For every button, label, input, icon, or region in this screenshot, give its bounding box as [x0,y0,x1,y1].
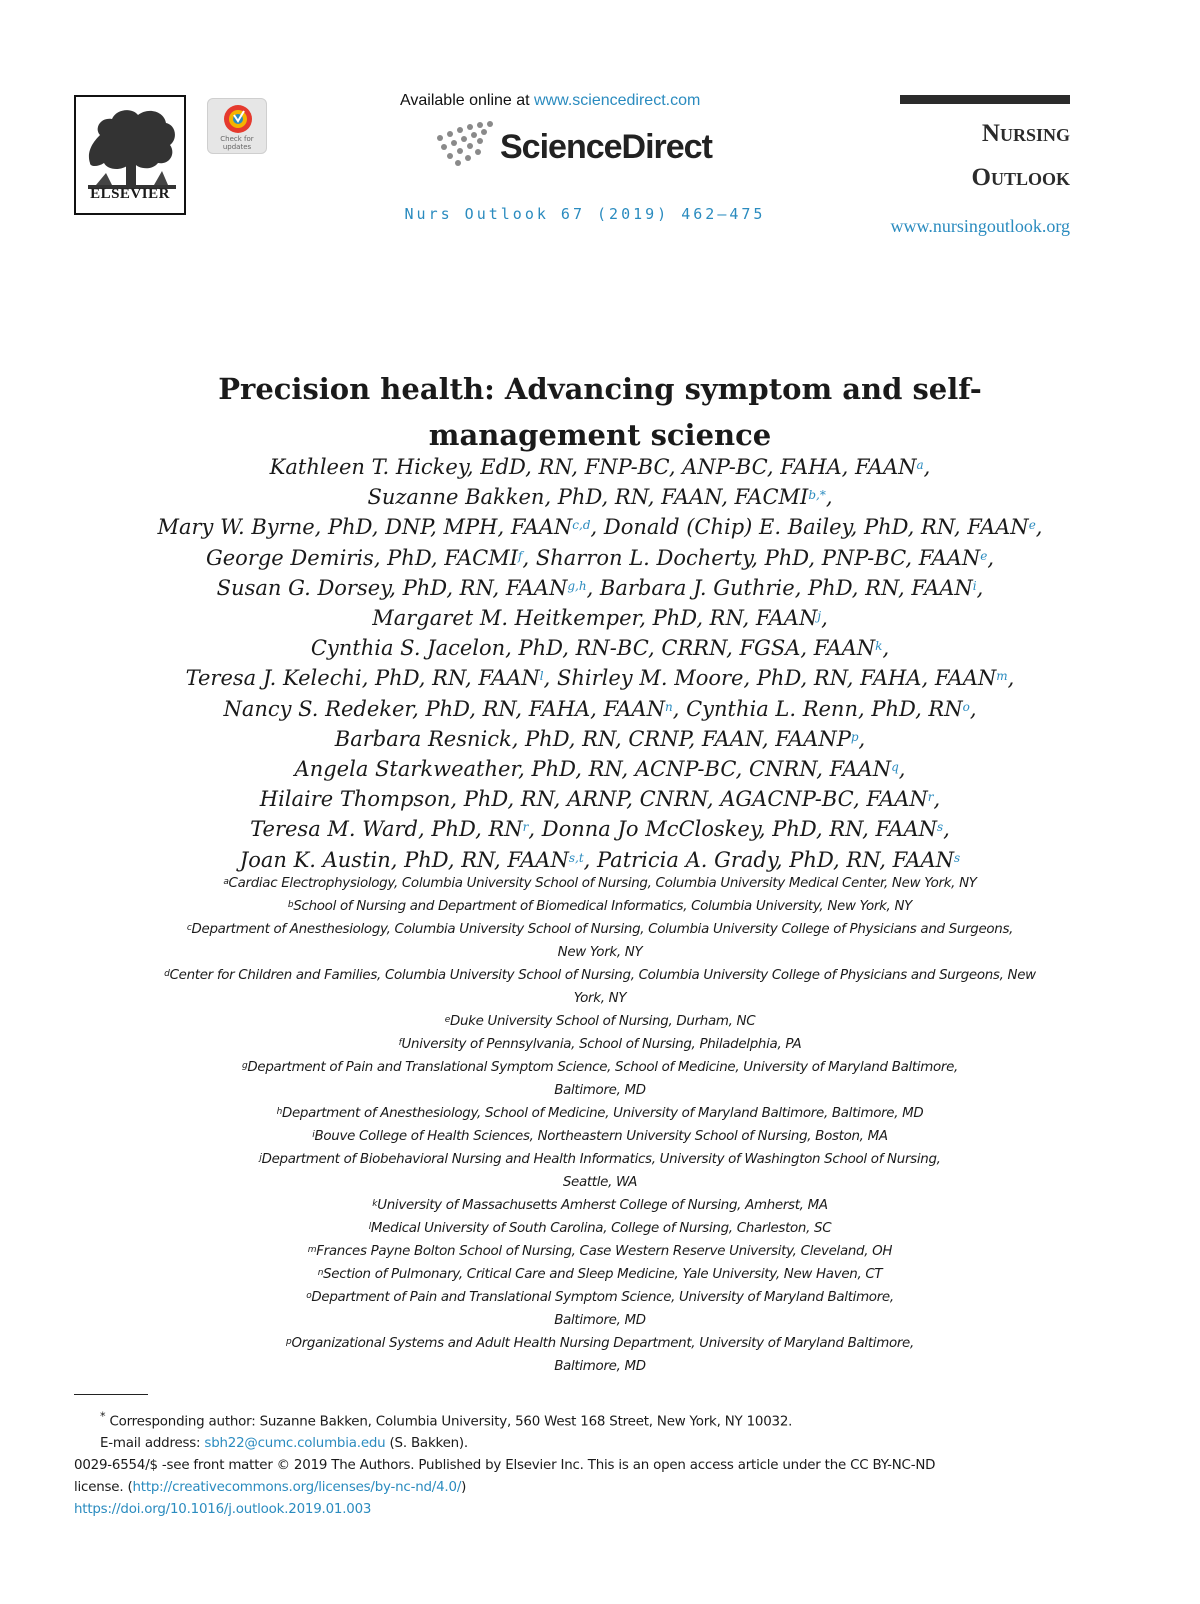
affiliation-line [90,1217,1110,1240]
affiliation-text: Organizational Systems and Adult Health Nursing Department, University of Maryland Baltimore, [291,1336,914,1351]
affiliation-text: Department of Biobehavioral Nursing and Health Informatics, University of Washington School of Nursing, [261,1152,941,1167]
author-text: Teresa J. Kelechi, PhD, RN, FAAN [185,666,540,691]
affiliation-line [90,1355,1110,1378]
sciencedirect-link[interactable]: www.sciencedirect.com [534,92,701,109]
affiliation-marker[interactable]: c,d [572,518,591,533]
affiliation-text: Bouve College of Health Sciences, Northeastern University School of Nursing, Boston, MA [314,1129,888,1144]
author-text: , [821,606,828,631]
author-text: Joan K. Austin, PhD, RN, FAAN [239,847,569,872]
affiliation-line [90,1171,1110,1194]
journal-name [900,112,1070,200]
author-text: , [858,726,866,751]
affiliation-text: Department of Anesthesiology, School of Medicine, University of Maryland Baltimore, Baltimore, MD [281,1106,924,1121]
author-text: Suzanne Bakken, PhD, RN, FAAN, FACMI [367,485,809,510]
availability-line [400,92,800,110]
author-text: , Sharron L. Docherty, PhD, PNP-BC, FAAN [522,545,981,570]
journal-name-line1: Nursing [981,120,1070,147]
email-link[interactable]: sbh22@cumc.columbia.edu [204,1436,386,1452]
author-text: Nancy S. Redeker, PhD, RN, FAHA, FAAN [223,696,665,721]
author-line [60,543,1140,573]
update-icon [208,101,267,137]
affiliation-letter: p [286,1337,292,1347]
tree-icon [76,101,186,193]
affiliation-text: Baltimore, MD [554,1359,646,1374]
affiliation-text: Medical University of South Carolina, College of Nursing, Charleston, SC [370,1221,832,1236]
affiliation-line [90,1309,1110,1332]
author-text: Mary W. Byrne, PhD, DNP, MPH, FAAN [157,515,573,540]
publisher-logo-text: ELSEVIER [90,186,170,202]
affiliation-marker[interactable]: s [937,820,944,835]
platform-name: ScienceDirect [500,128,712,166]
author-text: , [943,817,950,842]
affiliation-marker[interactable]: e [1028,518,1036,533]
affiliation-line [90,918,1110,941]
author-line [60,845,1140,875]
title-line-1: Precision health: Advancing symptom and self- [218,372,982,406]
author-text: Susan G. Dorsey, PhD, RN, FAAN [216,575,568,600]
author-line [60,603,1140,633]
affiliation-letter: d [164,969,170,979]
affiliation-text: Center for Children and Families, Columbia University School of Nursing, Columbia University College of Physicians and Surgeons, New [169,968,1036,983]
affiliation-line [90,1033,1110,1056]
affiliation-letter: h [276,1107,282,1117]
author-line [60,633,1140,663]
check-for-updates-badge[interactable] [207,98,267,154]
update-badge-text: Check for updates [220,135,254,151]
affiliation-marker[interactable]: a [916,458,924,472]
email-note: E-mail address: sbh22@cumc.columbia.edu (S. Bakken). [100,1436,468,1452]
author-text: Teresa M. Ward, PhD, RN [250,817,523,842]
author-text: , [923,455,931,479]
affiliation-line [90,1240,1110,1263]
author-line [60,663,1140,693]
affiliation-line [90,1194,1110,1217]
journal-website-link[interactable]: www.nursingoutlook.org [890,216,1070,236]
author-line [60,694,1140,724]
author-line [60,512,1140,542]
affiliation-marker[interactable]: e [980,548,988,563]
author-text: , [976,575,984,600]
affiliation-letter: k [372,1199,378,1209]
affiliation-marker[interactable]: p [850,729,859,744]
doi-link[interactable]: https://doi.org/10.1016/j.outlook.2019.01.003 [74,1502,372,1518]
author-text: , Shirley M. Moore, PhD, RN, FAHA, FAAN [543,666,997,691]
affiliation-line [90,1079,1110,1102]
affiliation-letter: m [307,1245,317,1255]
available-prefix: Available online at [400,92,535,109]
affiliation-line [90,1102,1110,1125]
affiliation-text: University of Pennsylvania, School of Nursing, Philadelphia, PA [401,1037,802,1052]
affiliation-text: Baltimore, MD [554,1083,646,1098]
affiliation-letter: o [306,1291,312,1301]
affiliation-marker[interactable]: s,t [568,850,584,865]
affiliation-letter: l [368,1222,371,1232]
affiliation-text: Department of Pain and Translational Symptom Science, School of Medicine, University of Maryland Baltimore, [247,1060,959,1075]
author-text: Cynthia S. Jacelon, PhD, RN-BC, CRRN, FGSA, FAAN [310,636,876,661]
affiliation-line [90,1056,1110,1079]
author-text: , [933,787,941,812]
corresponding-mark: * [100,1410,106,1423]
author-text: , [882,636,890,661]
affiliation-line [90,1148,1110,1171]
author-line [60,573,1140,603]
author-line [60,452,1140,482]
author-text: , Donald (Chip) E. Bailey, PhD, RN, FAAN [590,515,1029,540]
footnote-rule [74,1394,148,1395]
affiliation-line [90,964,1110,987]
affiliation-line [90,941,1110,964]
affiliation-list [90,872,1110,1378]
affiliation-marker[interactable]: o [962,699,970,714]
affiliation-line [90,872,1110,895]
affiliation-letter: a [223,877,229,887]
elsevier-logo [74,95,186,215]
title-line-2: management science [428,418,772,452]
author-text: , [987,545,995,570]
journal-name-line2: Outlook [971,164,1070,191]
affiliation-marker[interactable]: s [954,850,961,865]
author-text: , Patricia A. Grady, PhD, RN, FAAN [583,847,955,872]
affiliation-text: Department of Anesthesiology, Columbia University School of Nursing, Columbia University College of Physicians and Surgeons, [191,922,1014,937]
affiliation-letter: f [398,1038,402,1048]
license-line: license. (http://creativecommons.org/licenses/by-nc-nd/4.0/) [74,1480,467,1496]
affiliation-text: Cardiac Electrophysiology, Columbia University School of Nursing, Columbia University Medical Center, New York, NY [228,876,977,891]
affiliation-letter: j [259,1153,262,1163]
affiliation-marker[interactable]: f [518,548,523,563]
copyright-line: 0029-6554/$ -see front matter © 2019 The Authors. Published by Elsevier Inc. This is an open access article under the CC BY-NC-ND [74,1458,936,1474]
affiliation-letter: e [444,1015,450,1025]
affiliation-letter: b [287,900,294,910]
affiliation-text: New York, NY [557,945,643,960]
affiliation-text: Department of Pain and Translational Symptom Science, University of Maryland Baltimore, [311,1290,894,1305]
affiliation-letter: i [312,1130,315,1140]
affiliation-marker[interactable]: k [875,639,883,654]
affiliation-letter: g [241,1061,248,1071]
journal-citation: Nurs Outlook 67 (2019) 462–475 [404,205,766,223]
affiliation-marker[interactable]: m [996,669,1008,684]
author-text: , Barbara J. Guthrie, PhD, RN, FAAN [586,575,973,600]
author-text: Hilaire Thompson, PhD, RN, ARNP, CNRN, AGACNP-BC, FAAN [259,787,928,812]
author-text: , [1035,515,1043,540]
affiliation-marker[interactable]: i [972,578,977,593]
affiliation-line [90,1286,1110,1309]
affiliation-text: Duke University School of Nursing, Durham, NC [449,1014,756,1029]
affiliation-letter: n [317,1268,324,1278]
affiliation-text: University of Massachusetts Amherst College of Nursing, Amherst, MA [377,1198,828,1213]
author-line [60,482,1140,512]
affiliation-marker[interactable]: n [664,699,673,714]
author-text: , [825,485,833,510]
author-text: , [1007,666,1015,691]
author-text: Angela Starkweather, PhD, RN, ACNP-BC, CNRN, FAAN [294,757,892,782]
affiliation-line [90,1263,1110,1286]
article-title [120,366,1080,458]
affiliation-line [90,1125,1110,1148]
author-line [60,784,1140,814]
author-text: , [898,757,906,782]
author-line [60,814,1140,844]
author-text: , Cynthia L. Renn, PhD, RN [672,696,963,721]
author-list [60,452,1140,875]
author-text: Margaret M. Heitkemper, PhD, RN, FAAN [372,606,818,631]
affiliation-marker[interactable]: r [522,820,529,835]
affiliation-text: Baltimore, MD [554,1313,646,1328]
author-line [60,754,1140,784]
corresponding-author-note: * Corresponding author: Suzanne Bakken, Columbia University, 560 West 168 Street, New York, NY 10032. [100,1410,793,1430]
affiliation-text: Section of Pulmonary, Critical Care and Sleep Medicine, Yale University, New Haven, CT [323,1267,883,1282]
journal-header-rule [900,95,1070,104]
affiliation-marker[interactable]: b,* [808,488,826,503]
affiliation-line [90,1010,1110,1033]
footnotes [74,1406,1074,1521]
license-link[interactable]: http://creativecommons.org/licenses/by-nc-nd/4.0/ [132,1480,462,1496]
affiliation-text: Frances Payne Bolton School of Nursing, Case Western Reserve University, Cleveland, OH [316,1244,893,1259]
affiliation-text: York, NY [573,991,627,1006]
affiliation-line [90,987,1110,1010]
author-line [60,724,1140,754]
author-text: , [969,696,977,721]
affiliation-letter: c [186,923,192,933]
author-text: Barbara Resnick, PhD, RN, CRNP, FAAN, FAANP [334,726,851,751]
affiliation-marker[interactable]: r [927,790,934,805]
author-text: Kathleen T. Hickey, EdD, RN, FNP-BC, ANP-BC, FAHA, FAAN [269,455,917,479]
affiliation-marker[interactable]: j [817,609,822,624]
affiliation-line [90,895,1110,918]
affiliation-line [90,1332,1110,1355]
affiliation-marker[interactable]: q [891,760,899,775]
affiliation-text: Seattle, WA [562,1175,638,1190]
affiliation-marker[interactable]: l [539,669,544,684]
affiliation-marker[interactable]: g,h [567,578,587,593]
author-text: George Demiris, PhD, FACMI [205,545,519,570]
affiliation-text: School of Nursing and Department of Biomedical Informatics, Columbia University, New York, NY [293,899,913,914]
author-text: , Donna Jo McCloskey, PhD, RN, FAAN [528,817,937,842]
